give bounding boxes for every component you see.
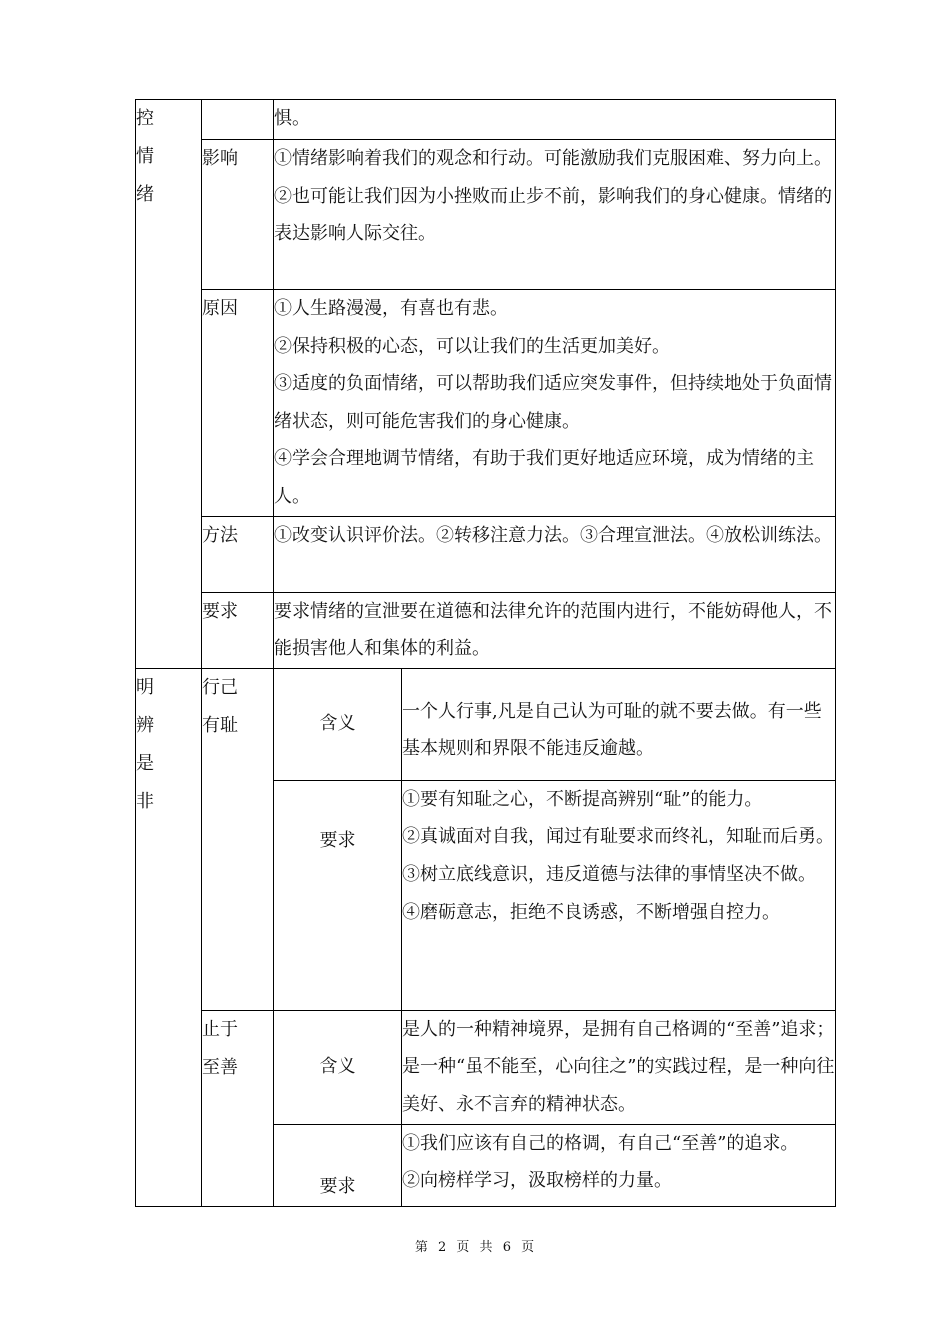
reason-item: ③适度的负面情绪，可以帮助我们适应突发事件，但持续地处于负面情绪状态，则可能危害我们的身心健康。 bbox=[274, 373, 832, 432]
aspect-label-requirement: 要求 bbox=[274, 1124, 402, 1206]
table-row bbox=[136, 592, 836, 668]
category-char: 辨 bbox=[136, 714, 154, 736]
xingji-requirement-content bbox=[402, 780, 836, 1010]
method-item: ①改变认识评价法。②转移注意力法。③合理宣泄法。④放松训练法。 bbox=[274, 524, 832, 546]
requirement-content bbox=[274, 592, 836, 668]
requirement-item: ②真诚面对自我，闻过有耻要求而终礼，知耻而后勇。 bbox=[402, 826, 834, 848]
category-char: 情 bbox=[136, 146, 154, 167]
requirement-item: ①要有知耻之心，不断提高辨别“耻”的能力。 bbox=[402, 788, 763, 810]
table-row bbox=[136, 100, 836, 140]
table-row bbox=[136, 140, 836, 290]
category-cell-distinguish-right-wrong bbox=[136, 668, 202, 1206]
reason-item: ②保持积极的心态，可以让我们的生活更加美好。 bbox=[274, 335, 670, 357]
content-text: 惧。 bbox=[274, 108, 310, 129]
table-row bbox=[136, 290, 836, 517]
category-char: 明 bbox=[136, 676, 154, 698]
impact-content bbox=[274, 140, 836, 290]
table-row bbox=[136, 1010, 836, 1124]
table-row bbox=[136, 516, 836, 592]
category-char: 非 bbox=[136, 790, 154, 812]
row-label-requirement: 要求 bbox=[202, 592, 274, 668]
impact-item: ①情绪影响着我们的观念和行动。可能激励我们克服困难、努力向上。 bbox=[274, 148, 832, 169]
zhiyu-requirement-content bbox=[402, 1124, 836, 1206]
aspect-label-meaning: 含义 bbox=[274, 668, 402, 780]
category-char: 是 bbox=[136, 752, 154, 774]
row-label-impact: 影响 bbox=[202, 140, 274, 290]
table-row bbox=[136, 668, 836, 780]
reason-item: ④学会合理地调节情绪，有助于我们更好地适应环境，成为情绪的主人。 bbox=[274, 448, 814, 507]
requirement-item: ④磨砺意志，拒绝不良诱惑，不断增强自控力。 bbox=[402, 901, 780, 923]
zhiyu-meaning-content bbox=[402, 1010, 836, 1124]
xingji-meaning-content bbox=[402, 668, 836, 780]
method-content bbox=[274, 516, 836, 592]
category-cell-control-emotion bbox=[136, 100, 202, 669]
row-label-method: 方法 bbox=[202, 516, 274, 592]
subtopic-label-xingji: 行己 有耻 bbox=[202, 668, 274, 1010]
requirement-item: ②向榜样学习，汲取榜样的力量。 bbox=[402, 1170, 672, 1192]
aspect-label-meaning: 含义 bbox=[274, 1010, 402, 1124]
content-cell bbox=[274, 100, 836, 140]
reason-item: ①人生路漫漫，有喜也有悲。 bbox=[274, 298, 508, 319]
category-char: 控 bbox=[136, 108, 154, 129]
category-char: 绪 bbox=[136, 184, 154, 205]
impact-item: ②也可能让我们因为小挫败而止步不前，影响我们的身心健康。情绪的表达影响人际交往。 bbox=[274, 185, 832, 245]
requirement-item: ③树立底线意识，违反道德与法律的事情坚决不做。 bbox=[402, 863, 816, 885]
row-label-reason: 原因 bbox=[202, 290, 274, 517]
reason-content bbox=[274, 290, 836, 517]
requirement-item: 要求情绪的宣泄要在道德和法律允许的范围内进行，不能妨碍他人，不能损害他人和集体的利益。 bbox=[274, 600, 832, 660]
empty-label-cell bbox=[202, 100, 274, 140]
page-number-footer: 第 2 页 共 6 页 bbox=[414, 1240, 536, 1255]
requirement-item: ①我们应该有自己的格调，有自己“至善”的追求。 bbox=[402, 1132, 799, 1154]
knowledge-table bbox=[135, 99, 836, 1207]
subtopic-label-zhiyu: 止于 至善 bbox=[202, 1010, 274, 1206]
meaning-text: 是人的一种精神境界，是拥有自己格调的“至善”追求；是一种“虽不能至，心向往之”的实践过程，是一种向往美好、永不言弃的精神状态。 bbox=[402, 1018, 835, 1115]
meaning-text: 一个人行事,凡是自己认为可耻的就不要去做。有一些基本规则和界限不能违反逾越。 bbox=[402, 700, 822, 760]
aspect-label-requirement: 要求 bbox=[274, 780, 402, 1010]
